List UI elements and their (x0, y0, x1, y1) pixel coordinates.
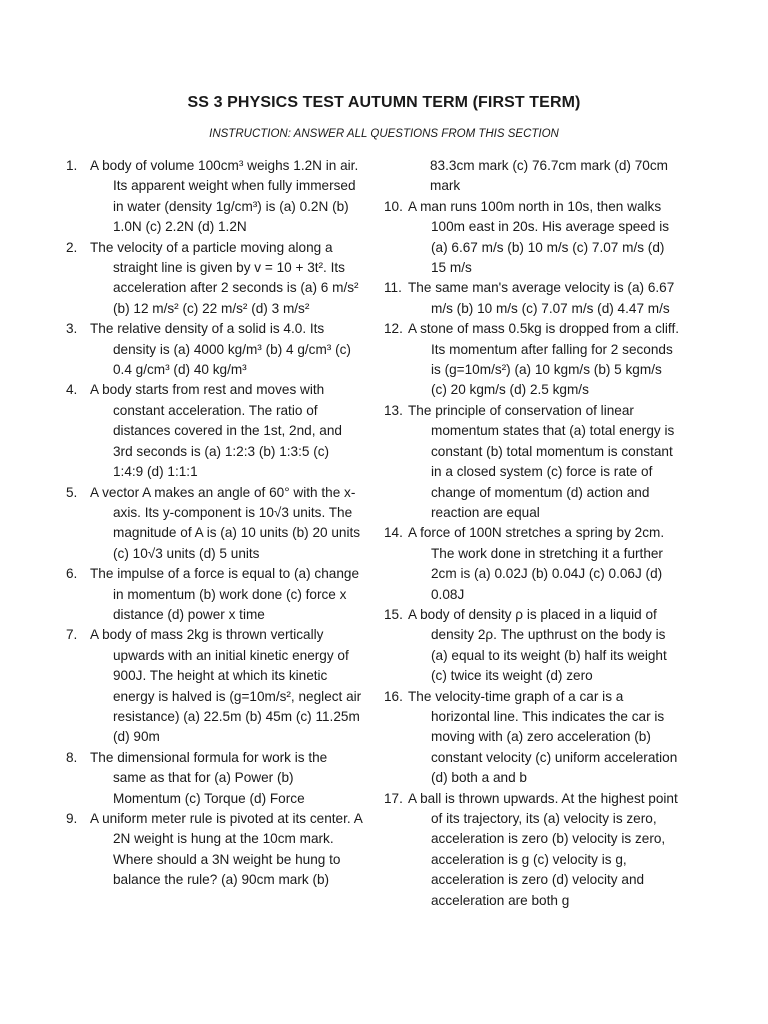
question-text: A man runs 100m north in 10s, then walks 100m east in 20s. His average speed is (a) 6.67 m/s (b) 10 m/s (c) 7.07 m/s (d) 15 m/s (408, 198, 670, 276)
question-text: A ball is thrown upwards. At the highest point of its trajectory, its (a) velocity is zero, acceleration is zero (b) velocity is zero, acceleration is g (c) velocity is g, acceleration is zero (d) velocity and acceleration are both g (408, 790, 678, 908)
question-number: 17. (384, 790, 403, 806)
question-text: A stone of mass 0.5kg is dropped from a cliff. Its momentum after falling for 2 seconds is (g=10m/s²) (a) 10 kgm/s (b) 5 kgm/s (c) 20 kgm/s (d) 2.5 kgm/s (408, 321, 680, 398)
question-text: The principle of conservation of linear momentum states that (a) total energy is constant (b) total momentum is constant in a closed system (c) force is rate of change of momentum (d) action and reaction are equal (408, 402, 675, 520)
question-number: 1. (66, 158, 78, 173)
question-text: A force of 100N stretches a spring by 2cm. The work done in stretching it a further 2cm is (a) 0.02J (b) 0.04J (c) 0.06J (d) 0.08J (408, 525, 665, 602)
right-column (384, 156, 680, 911)
question-17 (384, 789, 680, 911)
question-15 (384, 605, 680, 687)
question-number: 4. (66, 382, 78, 398)
question-13 (384, 401, 680, 523)
question-text: The velocity of a particle moving along a straight line is given by v = 10 + 3t². Its acceleration after 2 seconds is (a) 6 m/s² (b) 12 m/s² (c) 22 m/s² (d) 3 m/s² (90, 239, 359, 316)
question-10 (384, 197, 680, 279)
question-1 (66, 156, 362, 238)
question-number: 16. (384, 688, 403, 704)
question-number: 10. (384, 198, 403, 214)
question-9 (66, 809, 362, 891)
document-title: SS 3 PHYSICS TEST AUTUMN TERM (FIRST TERM) (187, 94, 581, 111)
question-number: 7. (66, 627, 78, 643)
left-column (66, 156, 362, 891)
question-text: The same man's average velocity is (a) 6.67 m/s (b) 10 m/s (c) 7.07 m/s (d) 4.47 m/s (408, 280, 675, 316)
question-number: 12. (384, 321, 403, 337)
question-text: The relative density of a solid is 4.0. Its density is (a) 4000 kg/m³ (b) 4 g/cm³ (c) 0.4 g/cm³ (d) 40 kg/m³ (90, 321, 351, 378)
question-number: 13. (384, 402, 403, 418)
question-4 (66, 380, 362, 482)
question-text: The dimensional formula for work is the same as that for (a) Power (b) Momentum (c) Torque (d) Force (90, 749, 328, 806)
question-number: 14. (384, 525, 403, 541)
question-5 (66, 483, 362, 565)
question-7 (66, 625, 362, 747)
question-text: A vector A makes an angle of 60° with the x-axis. Its y-component is 10√3 units. The magnitude of A is (a) 10 units (b) 20 units (c) 10√3 units (d) 5 units (90, 484, 361, 561)
question-text: A body starts from rest and moves with constant acceleration. The ratio of distances covered in the 1st, 2nd, and 3rd seconds is (a) 1:2:3 (b) 1:3:5 (c) 1:4:9 (d) 1:1:1 (90, 382, 342, 480)
question-number: 11. (384, 280, 402, 296)
question-number: 15. (384, 606, 403, 622)
question-6 (66, 564, 362, 625)
question-14 (384, 523, 680, 605)
question-text: A body of density ρ is placed in a liquid of density 2ρ. The upthrust on the body is (a) equal to its weight (b) half its weight (c) twice its weight (d) zero (408, 606, 667, 684)
question-2 (66, 238, 362, 320)
question-9-continued (384, 156, 680, 197)
question-12 (384, 319, 680, 401)
question-text: A uniform meter rule is pivoted at its center. A 2N weight is hung at the 10cm mark. Where should a 3N weight be hung to balance the rule? (a) 90cm mark (b) (90, 811, 363, 888)
question-text: A body of volume 100cm³ weighs 1.2N in air. Its apparent weight when fully immersed in water (density 1g/cm³) is (a) 0.2N (b) 1.0N (c) 2.2N (d) 1.2N (90, 158, 359, 235)
question-11 (384, 278, 680, 319)
question-text: The impulse of a force is equal to (a) change in momentum (b) work done (c) force x distance (d) power x time (90, 566, 360, 622)
question-number: 2. (66, 239, 78, 255)
question-text: The velocity-time graph of a car is a horizontal line. This indicates the car is moving with (a) zero acceleration (b) constant velocity (c) uniform acceleration (d) both a and b (408, 688, 678, 786)
question-text: 83.3cm mark (c) 76.7cm mark (d) 70cm mark (430, 158, 668, 194)
question-text: A body of mass 2kg is thrown vertically upwards with an initial kinetic energy of 900J. The height at which its kinetic energy is halved is (g=10m/s², neglect air resistance) (a) 22.5m (b) 45m (c) 11.25m (d) 90m (90, 627, 362, 745)
question-number: 3. (66, 321, 78, 337)
question-8 (66, 748, 362, 809)
question-number: 5. (66, 484, 78, 500)
question-16 (384, 687, 680, 789)
question-number: 6. (66, 566, 78, 582)
question-3 (66, 319, 362, 380)
instruction-text: INSTRUCTION: ANSWER ALL QUESTIONS FROM THIS SECTION (209, 128, 559, 140)
question-number: 8. (66, 749, 78, 765)
question-number: 9. (66, 811, 78, 826)
